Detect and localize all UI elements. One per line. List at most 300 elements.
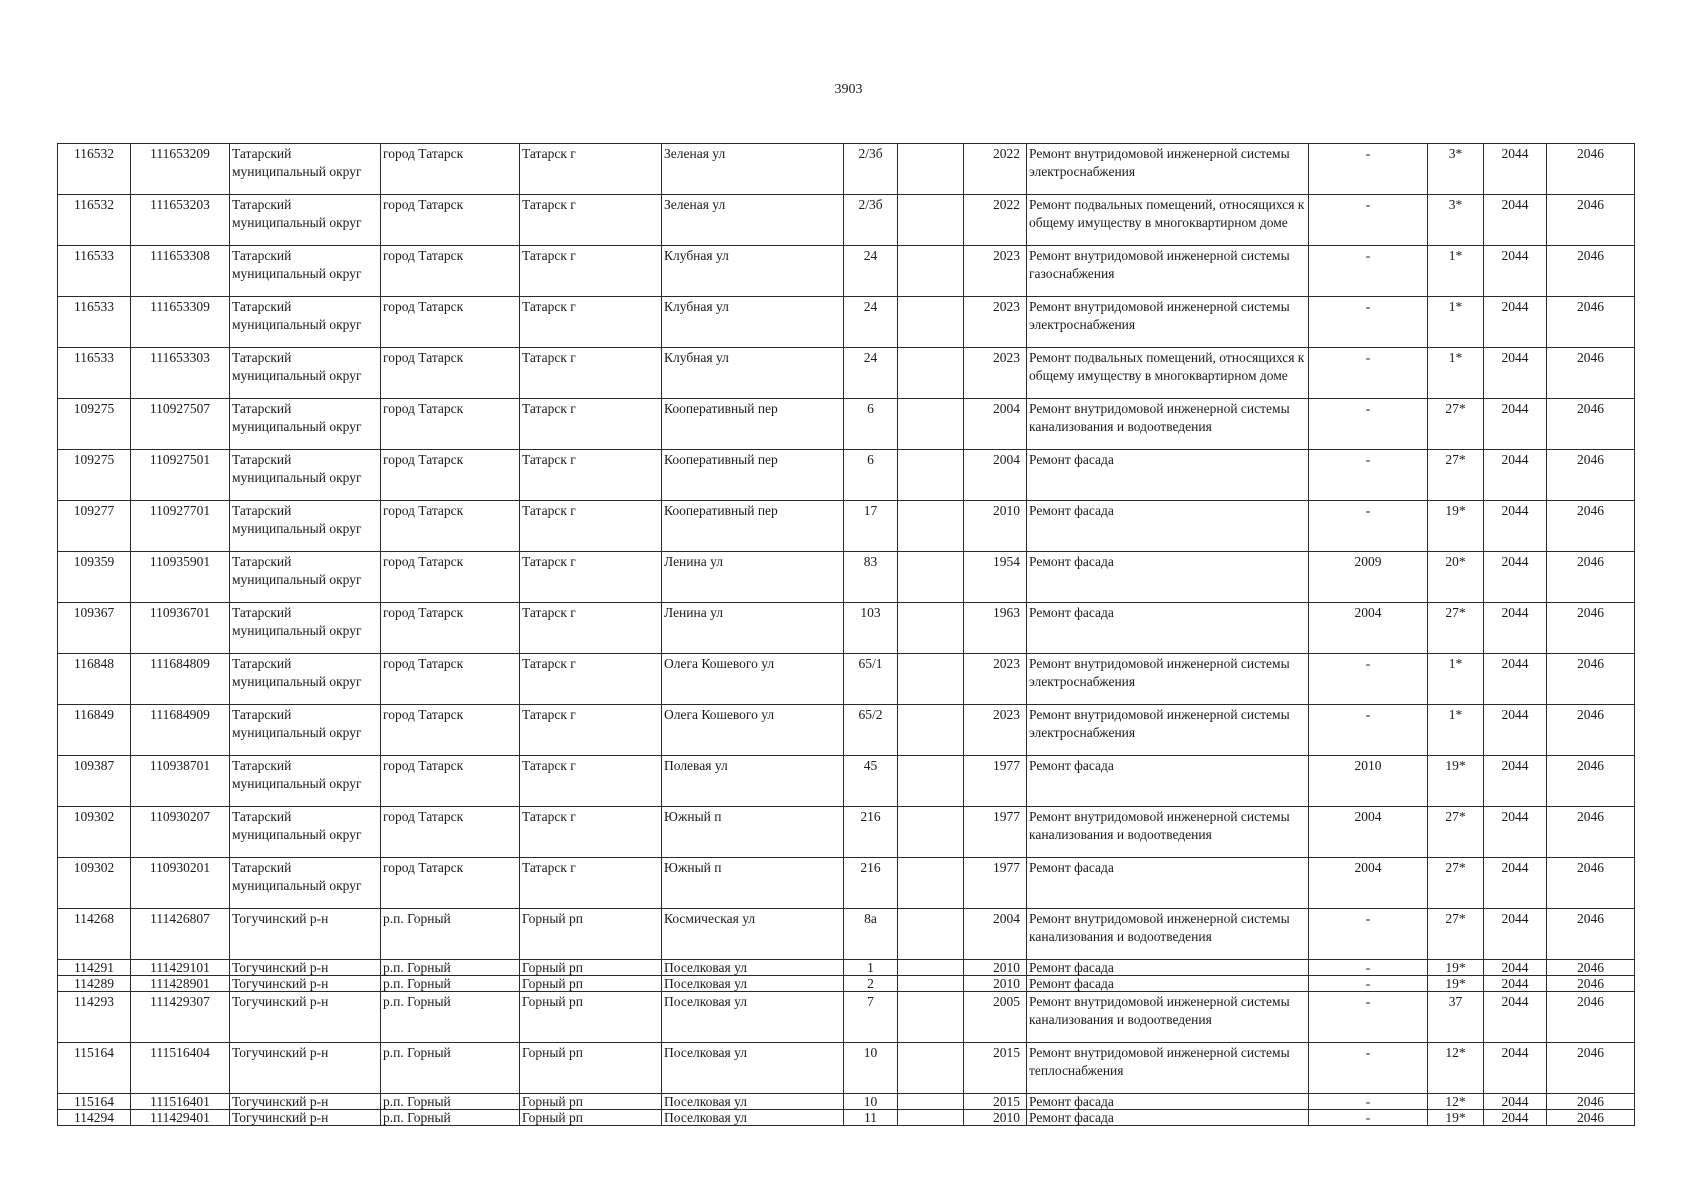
cell-code: 111653203 (131, 195, 230, 246)
cell-street: Зеленая ул (662, 195, 844, 246)
cell-locality: Татарск г (520, 603, 662, 654)
cell-street: Ленина ул (662, 552, 844, 603)
cell-district: Татарский муниципальный округ (230, 399, 381, 450)
cell-street: Поселковая ул (662, 1094, 844, 1110)
cell-end-year: 2046 (1547, 195, 1635, 246)
cell-extra (898, 909, 964, 960)
cell-start-year: 2044 (1484, 960, 1547, 976)
cell-code: 110938701 (131, 756, 230, 807)
cell-year: 2023 (964, 348, 1027, 399)
cell-street: Космическая ул (662, 909, 844, 960)
cell-end-year: 2046 (1547, 1094, 1635, 1110)
cell-street: Поселковая ул (662, 1110, 844, 1126)
cell-extra (898, 501, 964, 552)
cell-district: Татарский муниципальный округ (230, 348, 381, 399)
cell-id: 109387 (58, 756, 131, 807)
cell-end-year: 2046 (1547, 348, 1635, 399)
cell-district: Татарский муниципальный округ (230, 144, 381, 195)
cell-settlement: р.п. Горный (381, 976, 520, 992)
cell-last-repair: - (1309, 976, 1428, 992)
cell-year: 2004 (964, 909, 1027, 960)
cell-year: 1954 (964, 552, 1027, 603)
cell-id: 116533 (58, 348, 131, 399)
cell-wear: 27* (1428, 807, 1484, 858)
cell-code: 111653309 (131, 297, 230, 348)
cell-district: Татарский муниципальный округ (230, 705, 381, 756)
cell-year: 2023 (964, 705, 1027, 756)
cell-extra (898, 144, 964, 195)
cell-code: 111653209 (131, 144, 230, 195)
cell-locality: Горный рп (520, 1043, 662, 1094)
cell-wear: 12* (1428, 1094, 1484, 1110)
cell-settlement: город Татарск (381, 246, 520, 297)
cell-settlement: город Татарск (381, 858, 520, 909)
cell-work: Ремонт фасада (1027, 960, 1309, 976)
cell-extra (898, 1043, 964, 1094)
cell-last-repair: 2009 (1309, 552, 1428, 603)
cell-house: 8а (844, 909, 898, 960)
cell-extra (898, 399, 964, 450)
table-row (58, 654, 1635, 705)
cell-end-year: 2046 (1547, 603, 1635, 654)
cell-start-year: 2044 (1484, 552, 1547, 603)
cell-settlement: р.п. Горный (381, 1094, 520, 1110)
cell-street: Ленина ул (662, 603, 844, 654)
cell-locality: Татарск г (520, 450, 662, 501)
cell-extra (898, 246, 964, 297)
cell-district: Тогучинский р-н (230, 992, 381, 1043)
cell-locality: Татарск г (520, 654, 662, 705)
cell-id: 116532 (58, 195, 131, 246)
cell-start-year: 2044 (1484, 195, 1547, 246)
cell-settlement: р.п. Горный (381, 909, 520, 960)
cell-district: Тогучинский р-н (230, 1043, 381, 1094)
cell-code: 111429101 (131, 960, 230, 976)
table-row (58, 858, 1635, 909)
cell-house: 2/3б (844, 195, 898, 246)
cell-locality: Горный рп (520, 976, 662, 992)
cell-settlement: город Татарск (381, 399, 520, 450)
cell-street: Кооперативный пер (662, 399, 844, 450)
cell-end-year: 2046 (1547, 909, 1635, 960)
cell-wear: 27* (1428, 909, 1484, 960)
cell-code: 111429307 (131, 992, 230, 1043)
cell-house: 216 (844, 858, 898, 909)
cell-street: Клубная ул (662, 297, 844, 348)
cell-extra (898, 756, 964, 807)
cell-year: 2010 (964, 976, 1027, 992)
cell-code: 111653308 (131, 246, 230, 297)
cell-start-year: 2044 (1484, 705, 1547, 756)
table-row (58, 1110, 1635, 1126)
cell-house: 10 (844, 1043, 898, 1094)
cell-code: 111516404 (131, 1043, 230, 1094)
cell-street: Олега Кошевого ул (662, 705, 844, 756)
cell-wear: 1* (1428, 705, 1484, 756)
cell-end-year: 2046 (1547, 246, 1635, 297)
cell-start-year: 2044 (1484, 976, 1547, 992)
cell-wear: 19* (1428, 501, 1484, 552)
cell-id: 109359 (58, 552, 131, 603)
cell-locality: Татарск г (520, 705, 662, 756)
cell-start-year: 2044 (1484, 807, 1547, 858)
cell-work: Ремонт внутридомовой инженерной системы канализования и водоотведения (1027, 992, 1309, 1043)
cell-settlement: р.п. Горный (381, 1043, 520, 1094)
cell-year: 2022 (964, 195, 1027, 246)
cell-id: 114293 (58, 992, 131, 1043)
table-row (58, 144, 1635, 195)
cell-year: 2023 (964, 246, 1027, 297)
cell-extra (898, 348, 964, 399)
cell-last-repair: - (1309, 1094, 1428, 1110)
cell-id: 109277 (58, 501, 131, 552)
cell-last-repair: 2004 (1309, 807, 1428, 858)
cell-district: Тогучинский р-н (230, 1110, 381, 1126)
cell-id: 114294 (58, 1110, 131, 1126)
cell-street: Полевая ул (662, 756, 844, 807)
cell-year: 2015 (964, 1094, 1027, 1110)
cell-end-year: 2046 (1547, 858, 1635, 909)
cell-locality: Горный рп (520, 1094, 662, 1110)
cell-start-year: 2044 (1484, 144, 1547, 195)
cell-id: 115164 (58, 1094, 131, 1110)
cell-house: 7 (844, 992, 898, 1043)
cell-code: 111516401 (131, 1094, 230, 1110)
cell-year: 2023 (964, 297, 1027, 348)
cell-work: Ремонт фасада (1027, 603, 1309, 654)
cell-district: Татарский муниципальный округ (230, 450, 381, 501)
cell-wear: 12* (1428, 1043, 1484, 1094)
cell-code: 110927501 (131, 450, 230, 501)
cell-id: 114289 (58, 976, 131, 992)
cell-street: Поселковая ул (662, 960, 844, 976)
cell-extra (898, 807, 964, 858)
cell-last-repair: - (1309, 195, 1428, 246)
cell-settlement: город Татарск (381, 144, 520, 195)
cell-work: Ремонт внутридомовой инженерной системы канализования и водоотведения (1027, 909, 1309, 960)
cell-last-repair: - (1309, 348, 1428, 399)
table-row (58, 348, 1635, 399)
cell-extra (898, 976, 964, 992)
cell-street: Зеленая ул (662, 144, 844, 195)
cell-extra (898, 992, 964, 1043)
cell-street: Южный п (662, 858, 844, 909)
cell-work: Ремонт внутридомовой инженерной системы электроснабжения (1027, 144, 1309, 195)
cell-id: 116848 (58, 654, 131, 705)
cell-settlement: город Татарск (381, 756, 520, 807)
table-row (58, 909, 1635, 960)
table-row (58, 552, 1635, 603)
cell-locality: Горный рп (520, 992, 662, 1043)
cell-work: Ремонт внутридомовой инженерной системы электроснабжения (1027, 297, 1309, 348)
cell-work: Ремонт внутридомовой инженерной системы канализования и водоотведения (1027, 399, 1309, 450)
cell-wear: 1* (1428, 246, 1484, 297)
cell-wear: 3* (1428, 195, 1484, 246)
cell-start-year: 2044 (1484, 501, 1547, 552)
cell-settlement: город Татарск (381, 603, 520, 654)
cell-id: 109367 (58, 603, 131, 654)
cell-work: Ремонт внутридомовой инженерной системы канализования и водоотведения (1027, 807, 1309, 858)
cell-work: Ремонт подвальных помещений, относящихся к общему имуществу в многоквартирном доме (1027, 195, 1309, 246)
cell-year: 2010 (964, 501, 1027, 552)
cell-settlement: город Татарск (381, 450, 520, 501)
cell-last-repair: - (1309, 1110, 1428, 1126)
cell-code: 110935901 (131, 552, 230, 603)
cell-work: Ремонт фасада (1027, 756, 1309, 807)
cell-house: 65/1 (844, 654, 898, 705)
cell-last-repair: - (1309, 909, 1428, 960)
cell-work: Ремонт внутридомовой инженерной системы газоснабжения (1027, 246, 1309, 297)
cell-code: 110930201 (131, 858, 230, 909)
cell-start-year: 2044 (1484, 246, 1547, 297)
repair-schedule-table (57, 143, 1635, 1126)
cell-settlement: город Татарск (381, 807, 520, 858)
cell-end-year: 2046 (1547, 1110, 1635, 1126)
cell-locality: Татарск г (520, 399, 662, 450)
table-row (58, 246, 1635, 297)
cell-last-repair: 2004 (1309, 603, 1428, 654)
cell-code: 110930207 (131, 807, 230, 858)
cell-house: 10 (844, 1094, 898, 1110)
cell-last-repair: - (1309, 501, 1428, 552)
cell-year: 1977 (964, 807, 1027, 858)
cell-extra (898, 552, 964, 603)
cell-work: Ремонт внутридомовой инженерной системы электроснабжения (1027, 705, 1309, 756)
cell-extra (898, 297, 964, 348)
table-row (58, 399, 1635, 450)
table-row (58, 960, 1635, 976)
cell-work: Ремонт подвальных помещений, относящихся к общему имуществу в многоквартирном доме (1027, 348, 1309, 399)
cell-id: 109275 (58, 399, 131, 450)
cell-street: Поселковая ул (662, 976, 844, 992)
cell-district: Татарский муниципальный округ (230, 858, 381, 909)
cell-start-year: 2044 (1484, 399, 1547, 450)
cell-year: 2005 (964, 992, 1027, 1043)
cell-work: Ремонт фасада (1027, 1094, 1309, 1110)
cell-house: 24 (844, 297, 898, 348)
cell-work: Ремонт фасада (1027, 976, 1309, 992)
cell-house: 11 (844, 1110, 898, 1126)
cell-wear: 27* (1428, 399, 1484, 450)
cell-end-year: 2046 (1547, 399, 1635, 450)
cell-year: 2010 (964, 1110, 1027, 1126)
cell-extra (898, 450, 964, 501)
cell-work: Ремонт фасада (1027, 450, 1309, 501)
cell-start-year: 2044 (1484, 1110, 1547, 1126)
table-row (58, 1094, 1635, 1110)
cell-district: Татарский муниципальный округ (230, 552, 381, 603)
cell-start-year: 2044 (1484, 348, 1547, 399)
cell-street: Клубная ул (662, 348, 844, 399)
cell-start-year: 2044 (1484, 858, 1547, 909)
cell-last-repair: - (1309, 246, 1428, 297)
cell-id: 114268 (58, 909, 131, 960)
cell-house: 24 (844, 246, 898, 297)
cell-extra (898, 654, 964, 705)
cell-last-repair: - (1309, 399, 1428, 450)
cell-house: 1 (844, 960, 898, 976)
table-row (58, 1043, 1635, 1094)
cell-year: 2004 (964, 450, 1027, 501)
cell-start-year: 2044 (1484, 450, 1547, 501)
cell-last-repair: - (1309, 992, 1428, 1043)
cell-end-year: 2046 (1547, 960, 1635, 976)
cell-code: 110927701 (131, 501, 230, 552)
cell-code: 111684809 (131, 654, 230, 705)
cell-last-repair: - (1309, 654, 1428, 705)
cell-start-year: 2044 (1484, 756, 1547, 807)
cell-locality: Горный рп (520, 960, 662, 976)
cell-wear: 1* (1428, 348, 1484, 399)
cell-house: 83 (844, 552, 898, 603)
cell-wear: 1* (1428, 297, 1484, 348)
cell-locality: Татарск г (520, 348, 662, 399)
cell-wear: 27* (1428, 858, 1484, 909)
cell-code: 111429401 (131, 1110, 230, 1126)
cell-extra (898, 858, 964, 909)
cell-street: Поселковая ул (662, 992, 844, 1043)
table-row (58, 501, 1635, 552)
cell-wear: 37 (1428, 992, 1484, 1043)
cell-district: Татарский муниципальный округ (230, 246, 381, 297)
cell-last-repair: - (1309, 297, 1428, 348)
page-number: 3903 (834, 82, 863, 97)
cell-last-repair: - (1309, 960, 1428, 976)
cell-end-year: 2046 (1547, 807, 1635, 858)
cell-id: 109302 (58, 858, 131, 909)
cell-wear: 19* (1428, 960, 1484, 976)
cell-district: Татарский муниципальный округ (230, 195, 381, 246)
cell-end-year: 2046 (1547, 976, 1635, 992)
cell-last-repair: 2010 (1309, 756, 1428, 807)
cell-year: 2022 (964, 144, 1027, 195)
cell-last-repair: - (1309, 705, 1428, 756)
cell-locality: Татарск г (520, 552, 662, 603)
cell-year: 1977 (964, 756, 1027, 807)
cell-settlement: город Татарск (381, 552, 520, 603)
cell-wear: 19* (1428, 756, 1484, 807)
cell-district: Татарский муниципальный округ (230, 654, 381, 705)
cell-locality: Татарск г (520, 501, 662, 552)
cell-district: Татарский муниципальный округ (230, 807, 381, 858)
table-row (58, 756, 1635, 807)
cell-locality: Татарск г (520, 297, 662, 348)
cell-year: 2015 (964, 1043, 1027, 1094)
cell-start-year: 2044 (1484, 992, 1547, 1043)
cell-end-year: 2046 (1547, 450, 1635, 501)
cell-locality: Горный рп (520, 1110, 662, 1126)
cell-start-year: 2044 (1484, 654, 1547, 705)
cell-id: 116533 (58, 246, 131, 297)
cell-extra (898, 705, 964, 756)
cell-end-year: 2046 (1547, 992, 1635, 1043)
cell-id: 116533 (58, 297, 131, 348)
cell-code: 111653303 (131, 348, 230, 399)
cell-end-year: 2046 (1547, 297, 1635, 348)
cell-id: 114291 (58, 960, 131, 976)
cell-district: Тогучинский р-н (230, 1094, 381, 1110)
cell-street: Олега Кошевого ул (662, 654, 844, 705)
cell-code: 110927507 (131, 399, 230, 450)
cell-locality: Татарск г (520, 144, 662, 195)
cell-locality: Татарск г (520, 195, 662, 246)
cell-house: 6 (844, 450, 898, 501)
cell-settlement: город Татарск (381, 348, 520, 399)
cell-settlement: р.п. Горный (381, 1110, 520, 1126)
cell-house: 6 (844, 399, 898, 450)
cell-start-year: 2044 (1484, 909, 1547, 960)
cell-code: 111428901 (131, 976, 230, 992)
cell-start-year: 2044 (1484, 1043, 1547, 1094)
table-row (58, 450, 1635, 501)
cell-end-year: 2046 (1547, 1043, 1635, 1094)
cell-last-repair: 2004 (1309, 858, 1428, 909)
cell-wear: 3* (1428, 144, 1484, 195)
cell-house: 65/2 (844, 705, 898, 756)
cell-settlement: город Татарск (381, 501, 520, 552)
cell-house: 2/3б (844, 144, 898, 195)
cell-wear: 19* (1428, 976, 1484, 992)
cell-year: 2023 (964, 654, 1027, 705)
cell-work: Ремонт фасада (1027, 1110, 1309, 1126)
cell-locality: Татарск г (520, 246, 662, 297)
cell-work: Ремонт фасада (1027, 552, 1309, 603)
cell-start-year: 2044 (1484, 297, 1547, 348)
cell-district: Татарский муниципальный округ (230, 756, 381, 807)
cell-code: 110936701 (131, 603, 230, 654)
cell-settlement: город Татарск (381, 297, 520, 348)
cell-house: 103 (844, 603, 898, 654)
cell-code: 111684909 (131, 705, 230, 756)
cell-end-year: 2046 (1547, 705, 1635, 756)
cell-house: 2 (844, 976, 898, 992)
table-row (58, 195, 1635, 246)
cell-locality: Горный рп (520, 909, 662, 960)
cell-street: Кооперативный пер (662, 450, 844, 501)
table-body (58, 144, 1635, 1126)
cell-house: 45 (844, 756, 898, 807)
cell-year: 1963 (964, 603, 1027, 654)
cell-house: 24 (844, 348, 898, 399)
cell-id: 116532 (58, 144, 131, 195)
table-row (58, 705, 1635, 756)
cell-district: Татарский муниципальный округ (230, 603, 381, 654)
cell-district: Тогучинский р-н (230, 960, 381, 976)
cell-wear: 19* (1428, 1110, 1484, 1126)
cell-id: 116849 (58, 705, 131, 756)
cell-wear: 27* (1428, 450, 1484, 501)
cell-settlement: город Татарск (381, 654, 520, 705)
cell-extra (898, 195, 964, 246)
cell-id: 115164 (58, 1043, 131, 1094)
table-row (58, 976, 1635, 992)
cell-wear: 20* (1428, 552, 1484, 603)
cell-year: 2010 (964, 960, 1027, 976)
table-row (58, 807, 1635, 858)
cell-last-repair: - (1309, 144, 1428, 195)
cell-street: Кооперативный пер (662, 501, 844, 552)
cell-district: Тогучинский р-н (230, 976, 381, 992)
cell-end-year: 2046 (1547, 144, 1635, 195)
cell-end-year: 2046 (1547, 654, 1635, 705)
cell-extra (898, 960, 964, 976)
cell-extra (898, 1094, 964, 1110)
cell-id: 109275 (58, 450, 131, 501)
cell-end-year: 2046 (1547, 756, 1635, 807)
cell-settlement: город Татарск (381, 195, 520, 246)
cell-street: Клубная ул (662, 246, 844, 297)
cell-work: Ремонт фасада (1027, 858, 1309, 909)
